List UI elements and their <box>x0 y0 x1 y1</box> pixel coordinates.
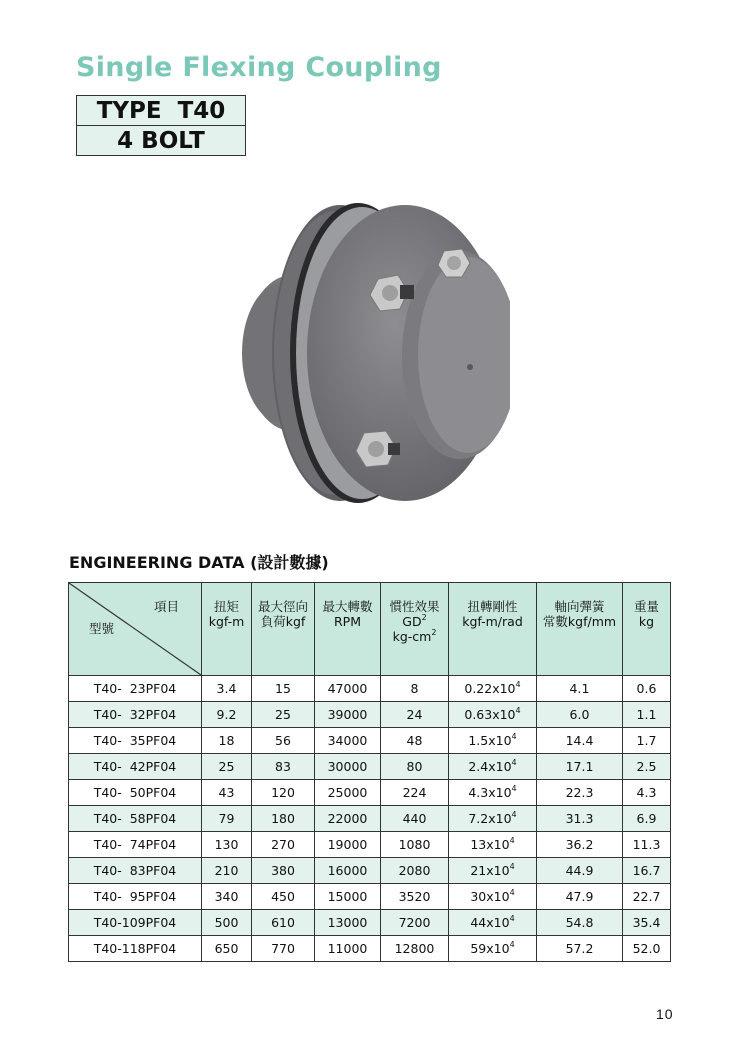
cell-rpm: 39000 <box>315 702 381 728</box>
cell-torque: 25 <box>202 754 252 780</box>
cell-gd2: 1080 <box>381 832 449 858</box>
cell-stiff: $21x10^4$ <box>449 858 537 884</box>
corner-item-label: 項目 <box>153 599 179 614</box>
cell-weight: 11.3 <box>623 832 671 858</box>
cell-model: T40- 50PF04 <box>69 780 202 806</box>
cell-torque: 210 <box>202 858 252 884</box>
table-row <box>69 832 671 858</box>
cell-model: T40- 42PF04 <box>69 754 202 780</box>
cell-radial: 450 <box>252 884 315 910</box>
cell-axial: 17.1 <box>537 754 623 780</box>
cell-rpm: 19000 <box>315 832 381 858</box>
cell-axial: 31.3 <box>537 806 623 832</box>
cell-model: T40- 32PF04 <box>69 702 202 728</box>
cell-radial: 610 <box>252 910 315 936</box>
cell-model: T40- 83PF04 <box>69 858 202 884</box>
cell-gd2: 80 <box>381 754 449 780</box>
cell-radial: 120 <box>252 780 315 806</box>
cell-radial: 180 <box>252 806 315 832</box>
header-radial-load: 最大徑向 負荷kgf <box>252 583 315 676</box>
table-row <box>69 754 671 780</box>
cell-stiff: $59x10^4$ <box>449 936 537 962</box>
cell-gd2: 24 <box>381 702 449 728</box>
cell-rpm: 47000 <box>315 676 381 702</box>
cell-radial: 770 <box>252 936 315 962</box>
cell-weight: 1.7 <box>623 728 671 754</box>
table-header-row <box>69 583 671 676</box>
cell-radial: 83 <box>252 754 315 780</box>
type-label: TYPE T40 <box>96 98 226 124</box>
cell-axial: 4.1 <box>537 676 623 702</box>
cell-gd2: 3520 <box>381 884 449 910</box>
cell-model: T40- 23PF04 <box>69 676 202 702</box>
corner-header <box>69 583 202 676</box>
cell-axial: 44.9 <box>537 858 623 884</box>
header-torque: 扭矩 kgf-m <box>202 583 252 676</box>
cell-rpm: 15000 <box>315 884 381 910</box>
cell-axial: 57.2 <box>537 936 623 962</box>
page-title: Single Flexing Coupling <box>76 52 442 83</box>
header-max-rpm: 最大轉數 RPM <box>315 583 381 676</box>
bolt-label: 4 BOLT <box>77 125 245 155</box>
cell-stiff: $30x10^4$ <box>449 884 537 910</box>
cell-axial: 14.4 <box>537 728 623 754</box>
cell-weight: 35.4 <box>623 910 671 936</box>
type-label-box <box>76 95 246 156</box>
cell-stiff: $13x10^4$ <box>449 832 537 858</box>
cell-axial: 54.8 <box>537 910 623 936</box>
table-row <box>69 884 671 910</box>
cell-stiff: $0.22x10^4$ <box>449 676 537 702</box>
header-torsional-stiffness: 扭轉剛性 kgf-m/rad <box>449 583 537 676</box>
table-row <box>69 936 671 962</box>
table-row <box>69 728 671 754</box>
cell-gd2: 8 <box>381 676 449 702</box>
cell-radial: 380 <box>252 858 315 884</box>
cell-weight: 1.1 <box>623 702 671 728</box>
cell-rpm: 16000 <box>315 858 381 884</box>
table-row <box>69 806 671 832</box>
cell-gd2: 48 <box>381 728 449 754</box>
cell-torque: 43 <box>202 780 252 806</box>
table-row <box>69 780 671 806</box>
cell-torque: 9.2 <box>202 702 252 728</box>
coupling-product-photo <box>230 195 510 515</box>
cell-weight: 16.7 <box>623 858 671 884</box>
cell-rpm: 34000 <box>315 728 381 754</box>
table-row <box>69 702 671 728</box>
cell-stiff: $2.4x10^4$ <box>449 754 537 780</box>
cell-torque: 18 <box>202 728 252 754</box>
cell-weight: 2.5 <box>623 754 671 780</box>
cell-weight: 22.7 <box>623 884 671 910</box>
cell-torque: 340 <box>202 884 252 910</box>
cell-radial: 15 <box>252 676 315 702</box>
section-title: ENGINEERING DATA (設計數據) <box>69 553 329 572</box>
cell-stiff: $44x10^4$ <box>449 910 537 936</box>
page-number: 10 <box>656 1006 674 1022</box>
cell-axial: 22.3 <box>537 780 623 806</box>
cell-axial: 36.2 <box>537 832 623 858</box>
cell-model: T40- 35PF04 <box>69 728 202 754</box>
cell-model: T40-109PF04 <box>69 910 202 936</box>
cell-weight: 4.3 <box>623 780 671 806</box>
cell-weight: 52.0 <box>623 936 671 962</box>
cell-stiff: $4.3x10^4$ <box>449 780 537 806</box>
cell-stiff: $1.5x10^4$ <box>449 728 537 754</box>
cell-stiff: $0.63x10^4$ <box>449 702 537 728</box>
cell-gd2: 7200 <box>381 910 449 936</box>
cell-weight: 0.6 <box>623 676 671 702</box>
header-axial-spring: 軸向彈簧 常數kgf/mm <box>537 583 623 676</box>
cell-radial: 56 <box>252 728 315 754</box>
cell-rpm: 25000 <box>315 780 381 806</box>
cell-gd2: 224 <box>381 780 449 806</box>
cell-axial: 47.9 <box>537 884 623 910</box>
cell-torque: 79 <box>202 806 252 832</box>
header-weight: 重量 kg <box>623 583 671 676</box>
cell-gd2: 12800 <box>381 936 449 962</box>
table-row <box>69 858 671 884</box>
cell-model: T40- 58PF04 <box>69 806 202 832</box>
engineering-data-table <box>68 582 671 962</box>
cell-model: T40- 95PF04 <box>69 884 202 910</box>
cell-weight: 6.9 <box>623 806 671 832</box>
cell-torque: 130 <box>202 832 252 858</box>
cell-torque: 650 <box>202 936 252 962</box>
table-row <box>69 910 671 936</box>
cell-model: T40-118PF04 <box>69 936 202 962</box>
cell-model: T40- 74PF04 <box>69 832 202 858</box>
cell-torque: 3.4 <box>202 676 252 702</box>
cell-axial: 6.0 <box>537 702 623 728</box>
cell-stiff: $7.2x10^4$ <box>449 806 537 832</box>
cell-rpm: 30000 <box>315 754 381 780</box>
header-inertia: 慣性效果 $GD^2$ $kg-cm^2$ <box>381 583 449 676</box>
cell-rpm: 22000 <box>315 806 381 832</box>
corner-model-label: 型號 <box>89 621 115 636</box>
cell-radial: 25 <box>252 702 315 728</box>
cell-radial: 270 <box>252 832 315 858</box>
table-row <box>69 676 671 702</box>
cell-gd2: 2080 <box>381 858 449 884</box>
cell-torque: 500 <box>202 910 252 936</box>
cell-rpm: 13000 <box>315 910 381 936</box>
cell-rpm: 11000 <box>315 936 381 962</box>
cell-gd2: 440 <box>381 806 449 832</box>
